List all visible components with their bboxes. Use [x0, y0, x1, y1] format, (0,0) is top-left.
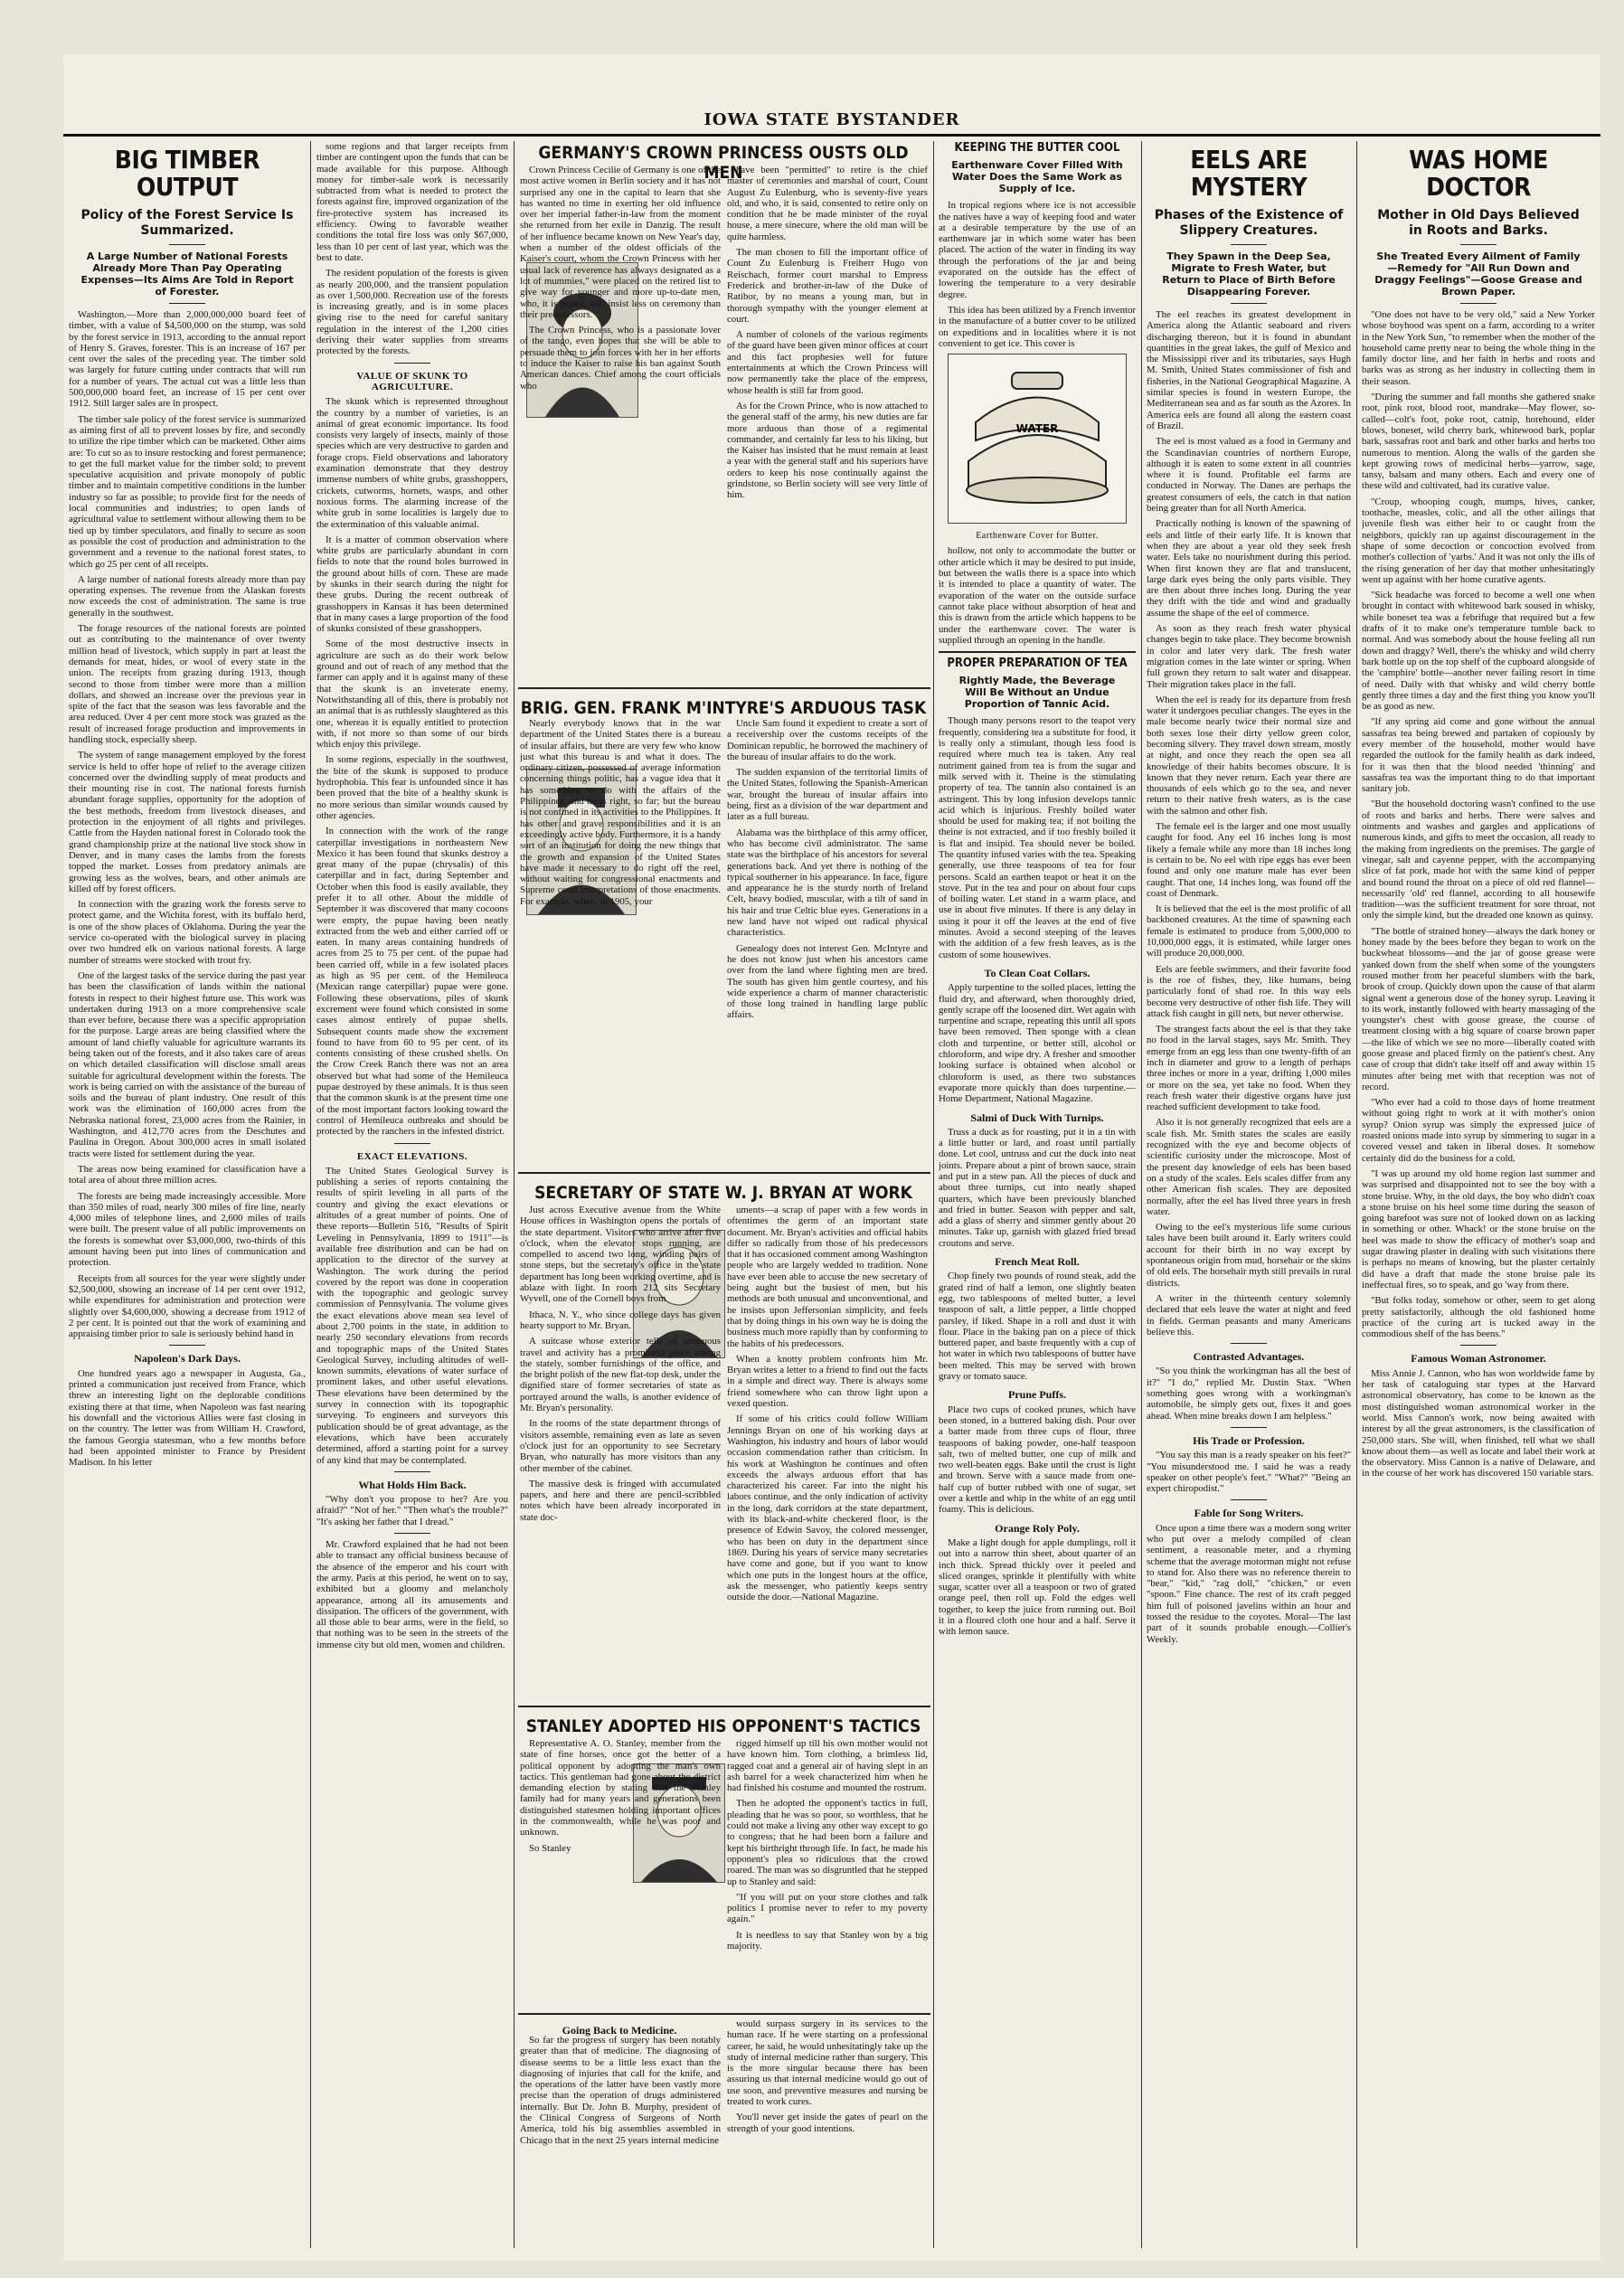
paragraph: The female eel is the larger and one most usually caught for food. Any eel 16 inches long is most likely a female while any more than 18 inches long is certain to be. No eel with ripe eggs has ever been found and only one mature male has ever been caught. That one, 14 inches long, was found off the coast of Denmark. [1147, 821, 1351, 899]
divider [1460, 1345, 1497, 1346]
paragraph: Make a light dough for apple dumplings, roll it out into a narrow thin sheet, about quarter of an inch thick. Spread thickly over it peeled and sliced oranges, sprinkle it plentifully with white sugar, scatter over all a teaspoon or two of grated orange peel, then roll up. Fold the edges well together, to keep the juice from running out. Boil it in a floured cloth one hour and a half. Serve it with lemon sauce. [939, 1536, 1136, 1638]
article-home-doctor [1362, 141, 1595, 2248]
masthead: IOWA STATE BYSTANDER [703, 110, 960, 129]
paragraph: As for the Crown Prince, who is now attached to the general staff of the army, his new duties are far more arduous than those of a regimental commander, and certainly far less to his liking, but the Kaiser has insisted that he must remain at least a year with the general staff and his superiors have orders to keep his nose continually against the grindstone, so Berlin society will see very little of him. [727, 400, 928, 501]
paragraph: Then he adopted the opponent's tactics in full, pleading that he was so poor, so worthless, that he could not make a living any other way except to go to congress; that he had been born a failure and kept his birthright through life. In fact, he made his opponent's plea so ridiculous that the crowd roared. The man was so disgruntled that he stepped up to Stanley and said: [727, 1798, 928, 1887]
paragraph: As soon as they reach fresh water physical changes begin to take place. They become brownish in color and later very dark. The fresh water migration comes in the late winter or spring. When full grown they return to salt water and disappear. Their migration takes place in the fall. [1147, 623, 1351, 690]
paragraph: rigged himself up till his own mother would not have known him. Torn clothing, a brimless lid, ragged coat and a general air of having slept in an ash barrel for a week characterized him when he had finished his costume and mounted the rostrum. [727, 1738, 928, 1794]
fable-heading: Fable for Song Writers. [1194, 1507, 1304, 1520]
paragraph: Apply turpentine to the soiled places, letting the fluid dry, and afterward, when thoroughly dried, gently scrape off the loosened dirt. Wet again with turpentine and scrape, repeating this until all spots have been removed. Then sponge with a clean cloth and turpentine, or better still, alcohol or chloroform, and wipe dry. A fresher and smoother looking surface is obtained when alcohol or chloroform is used, as there two substances evaporate more quickly than does turpentine.—Home Department, National Magazine. [939, 982, 1136, 1105]
paragraph: "One does not have to be very old," said a New Yorker whose boyhood was spent on a farm, according to a writer in the New York Sun, "to remember when the mother of the household came pretty near to being the whole thing in the family doctor line, and her faith in herbs and roots and barks was as strong as her industry in collecting them in their season. [1362, 309, 1595, 387]
paragraph: Truss a duck as for roasting, put it in a tin with a little butter or lard, and roast until partially done. Let cool, untruss and cut the duck into neat joints. Prepare about a pint of brown sauce, strain and put in a stew pan. All the pieces of duck and about three turnips, cut into neatly shaped quarters, which have been previously blanched and fried in butter. Season with pepper and salt, add a glass of sherry and simmer gently about 20 minutes. Take up, garnish with glazed fried bread croutons and serve. [939, 1126, 1136, 1249]
divider [169, 244, 205, 245]
paragraph: "But folks today, somehow or other, seem to get along pretty satisfactorily, although the old fashioned home practice of the curing art is tucked away in the commodious shelf of the has beens." [1362, 1295, 1595, 1340]
paragraph: The skunk which is represented throughout the country by a number of varieties, is an animal of great economic importance. Its food consists very largely of insects, mainly of those species which are very destructive to garden and forage crops. Field observations and laboratory examination demonstrate that they destroy immense numbers of white grubs, grasshoppers, crickets, cutworms, hornets, wasps, and other noxious forms. The alarming increase of the white grub in some localities is largely due to the extermination of this valuable animal. [316, 396, 508, 530]
headline-germany: GERMANY'S CROWN PRINCESS OUSTS OLD MEN [538, 143, 909, 183]
paragraph: The Crown Princess, who is a passionate lover of the tango, even hopes that she will be able to persuade them to join forces with her in her efforts to induce the Kaiser to raise his ban against South American dances. Chief among the court officials who [520, 325, 721, 392]
paragraph: Some of the most destructive insects in agriculture are such as do their work below ground and out of reach of any method that the farmer can apply and it is against many of these that the skunk is an inveterate enemy. Notwithstanding all of this, there is probably not an animal that is as ruthlessly slaughtered as this one, whereas it is equally entitled to protection with, if not more so than some of our birds which enjoy this privilege. [316, 638, 508, 751]
paragraph: The areas now being examined for classification have a total area of about three million acres. [69, 1163, 306, 1186]
paragraph: Chop finely two pounds of round steak, add the grated rind of half a lemon, one slightly beaten egg, two tablespoons of melted butter, a level teaspoon of salt, a little pepper, a little chopped parsley, if liked. Shape in a roll and dust it with flour. Place in the baking pan on a piece of thick buttered paper, and baste frequently with a cup of hot water in which two tablespoons of butter have been melted. This may be served with brown gravy or tomato sauce. [939, 1271, 1136, 1383]
paragraph: Mr. Crawford explained that he had not been able to transact any official business because of the absence of the emperor and his court with the army. Paris at this period, he went on to say, exhibited but a gloomy and melancholy appearance, among all its amusements and dissipation. The officers of the government, with all those able to bear arms, were in the field, so that nothing was to be seen in the streets of the immense city but old men, women and children. [316, 1539, 508, 1650]
paragraph: The man chosen to fill the important office of Count Zu Eulenburg is Freiherr Hugo von Reischach, former court marshal to Empress Frederick and brother-in-law of the Duke of Ratibor, by no means a young man, but in thorough sympathy with the younger element at court. [727, 247, 928, 325]
paragraph: The strangest facts about the eel is that they take no food in the larval stages, says Mr. Smith. They emerge from an egg less than one twenty-fifth of an inch in diameter and grow to a length of perhaps three inches or more in a year, drifting 1,000 miles or more on the sea, yet take no food. When they reach fresh water their digestive organs have just reached sufficient development to take food. [1147, 1024, 1351, 1113]
cover-word: WATER [1015, 422, 1059, 436]
section-rule [518, 1706, 930, 1707]
article-butter-tea [939, 141, 1136, 2248]
divider [169, 1345, 205, 1346]
paragraph: A suitcase whose exterior tells of strenuous travel and activity has a prominent place among the stately, somber furnishings of the office, and the bright polish of the new flat-top desk, under the dignified stare of former secretaries of state as portrayed around the walls, is another evidence of Mr. Bryan's personality. [520, 1336, 721, 1414]
paragraph: "Sick headache was forced to become a well one when brought in contact with whitewood bark soused in whisky, while boneset tea was a febrifuge that required but a few drafts of it to make one's temperature tumble back to normal. And was somebody about the house feeling all run down and draggy? Well, there's the whisky and wild cherry bark bottle up on the top shelf of the cupboard alongside of the 'camphire' bottle—another never failing resort in time of need. Daily with that whisky and wild cherry bottle gently three times a day and the first thing you know you'll be as good as new. [1362, 590, 1595, 713]
paragraph: A writer in the thirteenth century solemnly declared that eels leave the water at night and feed in fields. German peasants and many Americans believe this. [1147, 1292, 1351, 1337]
paragraph: It is a matter of common observation where white grubs are particularly abundant in corn fields to note that the round holes burrowed in the ground about hills of corn. These are made by skunks in their search during the night for these grubs. During the recent outbreak of grasshoppers in Kansas it has been determined that in many cases a large proportion of the food of skunks consisted of these grasshoppers. [316, 534, 508, 635]
germany-right [727, 165, 928, 689]
paragraph: It is believed that the eel is the most prolific of all backboned creatures. At the time of spawning each female is estimated to produce from 5,000,000 to 10,000,000 eggs, it is estimated, while larger ones will produce 20,000,000. [1147, 903, 1351, 959]
salmi-heading: Salmi of Duck With Turnips. [970, 1111, 1104, 1124]
paragraph: Representative A. O. Stanley, member from the state of fine horses, once got the better of a political opponent by adopting the man's own tactics. This gentleman had gone about the district demanding election by stating that the Stanley family had for many years and generations been distinguished statesmen holding important offices in the commonwealth, while he was poor and unknown. [520, 1738, 721, 1838]
subdeck-timber: A Large Number of National Forests Already More Than Pay Operating Expenses—Its Aims Are Told in Report of Forester. [80, 250, 294, 298]
medicine-right [727, 2018, 928, 2248]
contrast-heading: Contrasted Advantages. [1193, 1350, 1305, 1364]
paragraph: So Stanley [529, 1842, 571, 1854]
paragraph: When a knotty problem confronts him Mr. Bryan writes a letter to a friend to find out the facts in a simple and direct way. There is always some friend somewhere who can throw light upon a vexed question. [727, 1353, 928, 1410]
skunk-heading: VALUE OF SKUNK TO AGRICULTURE. [356, 370, 468, 392]
subdeck-eels: They Spawn in the Deep Sea, Migrate to Fresh Water, but Return to Place of Birth Before Disappearing Forever. [1162, 250, 1336, 298]
paragraph: The forage resources of the national forests are pointed out as contributing to the maintenance of over twenty million head of livestock, which supply in part at least the demands for meat, hides, or wool of every state in the union. The receipts from grazing during 1913, though second to those from timber were more than a million dollars, and showed an increase over the previous year in spite of the fact that the season was less favorable and the area reduced. Over 4 per cent more stock was grazed as the result of increased forage production and improvements in handling stock, especially sheep. [69, 623, 306, 745]
paragraph: Once upon a time there was a modern song writer who put over a melody compiled of clean sentiment, a reasonable meter, and a rhyming scheme that the average motorman might not refuse to stand for. Also there was no reference therein to "bear," "kid," "rag doll," "chicken," or even "spoon." Fine chance. The rest of its craft pegged him full of poisoned javelins within an hour and tossed the residue to the coyotes. Moral—The last part of it sounds probable enough.—Collier's Weekly. [1147, 1522, 1351, 1645]
paragraph: Nearly everybody knows that in the war department of the United States there is a bureau of insular affairs, but there are very few who know just what this bureau is and what it does. The ordinary citizen, possessed of average information concerning things politic, has a vague idea that it has something to do with the affairs of the Philippines, and he is right, so far; but the bureau is not confined in its activities to the Philippines. It has other and grave responsibilities and it is an exceedingly active body. Furthermore, it is a handy sort of an institution for doing the new things that the growth and expansion of the United States have made it necessary to do right off the reel, without waiting for congressional enactments and Supreme court interpretations of those enactments. For example, when, in 1905, your [520, 718, 721, 907]
article-timber [69, 141, 306, 2248]
roll-heading: French Meat Roll. [995, 1255, 1080, 1269]
paragraph: "So you think the workingman has all the best of it?" "I do," replied Mr. Dustin Stax. "When something goes wrong with a workingman's automobile, he simply gets out, fixes it and goes ahead. When mine breaks down I am helpless." [1147, 1366, 1351, 1422]
headline-butter: KEEPING THE BUTTER COOL [954, 141, 1120, 155]
headline-doctor: WAS HOME DOCTOR [1409, 145, 1548, 202]
divider [394, 363, 430, 364]
elevations-heading: EXACT ELEVATIONS. [356, 1150, 468, 1162]
headline-tea: PROPER PREPARATION OF TEA [947, 657, 1128, 671]
divider [1460, 303, 1497, 304]
paragraph: One hundred years ago a newspaper in Augusta, Ga., printed a communication just received from France, which threw an interesting light on the deplorable conditions existing there at that time, when Napoleon was fast nearing his downfall and the victorious Allies were fast closing in on the country. The letter was from William H. Crawford, the famous Georgia statesman, who a few months before had been appointed minister to France by President Madison. In his letter [69, 1367, 306, 1469]
divider [394, 1143, 430, 1144]
paragraph: When the eel is ready for its departure from fresh water it undergoes peculiar changes. The eyes in the male become nearly twice their normal size and both sexes lose their dirty yellow green color, becoming silvery. They travel down stream, mostly at night, and once they reach the open sea all knowledge of their habits becomes obscure. It is known that they never return. Each year there are thousands of eels which go to the sea, and never return to their native fresh waters, as is the case with the salmon and other fish. [1147, 694, 1351, 817]
paragraph: In connection with the work of the range caterpillar investigations in northeastern New Mexico it has been found that skunks destroy a great many of the pupae (chrysalis) of this caterpillar and in fact, during September and October when this food is easily available, they prefer it to all other. About the middle of September it was discovered that many cocoons were empty, the pupae having been neatly extracted from the web and either carried off or eaten. In many areas containing hundreds of acres from 25 to 75 per cent. of the pupae had been carried off, while in a few isolated places as high as 95 per cent. of the Hemileuca (Mexican range caterpillar) pupae were gone. Following these observations, piles of skunk excrement were found which consisted in some cases almost entirely of pupae shells. Subsequent counts made show the excrement found to have from 60 to 95 per cent. of its contents consisting of these crushed shells. On the Crow Creek Ranch there was not an area observed but what had some of the Hemileuca pupae destroyed by these animals. It is thus seen that the common skunk is at the present time one of the most important factors looking toward the control of Hemileuca outbreaks and should be protected by the ranchers in the infested district. [316, 826, 508, 1138]
butter-cover-illustration [948, 354, 1127, 524]
paragraph: "During the summer and fall months she gathered snake root, pink root, blood root, mandrake—May flower, so-called—colt's foot, poke root, catnip, horehound, elder blows, boneset, wild cherry bark, whitewood bark, poplar bark, sassafras root and bark and other barks and herbs too numerous to mention. Along the walls of the garden she kept growing rows of medicinal herbs—yarrow, sage, tansy, balsam and many others. Each and every one of these wild and cultivated, had its curative value. [1362, 392, 1595, 492]
column-rule [1356, 141, 1357, 2248]
headline-mcintyre: BRIG. GEN. FRANK M'INTYRE'S ARDUOUS TASK [520, 698, 927, 718]
divider [394, 1471, 430, 1472]
paragraph: Ithaca, N. Y., who since college days has given hearty support to Mr. Bryan. [520, 1309, 721, 1331]
deck-butter: Earthenware Cover Filled With Water Does the Same Work as Supply of Ice. [951, 159, 1123, 195]
paragraph: Also it is not generally recognized that eels are a scale fish. Mr. Smith states the scales are easily recognized with the eye and become objects of scientific curiosity under the microscope. Most of the present day knowledge of eels has been based on a study of the scales. Eels scales differ from any other American fish scales. They are deposited normally, after the eel has lived three years in fresh water. [1147, 1117, 1351, 1217]
paragraph: The United States Geological Survey is publishing a series of reports containing the results of spirit leveling in all parts of the country and giving the exact elevations or altitudes of a great number of points. One of these reports—Bulletin 516, "Results of Spirit Leveling in Pennsylvania, 1899 to 1911"—is available free distribution and can be had on application to the director of the survey at Washington. The work during the period covered by the report was done in cooperation with the topographic and geologic survey commission of Pennsylvania. The volume gives the exact elevations above mean sea level of about 2,700 points in the state, in addition to nearly 250 secondary elevations from records and topographic maps of the United States Geological Survey, including altitudes of well-known summits, elevations of water surface of prominent lakes, and other useful elevations. These elevations have been determined by the survey in connection with its topographic surveying. To engineers and surveyors this publication should be of great advantage, as the elevations, which have been accurately determined, afford a starting point for a survey of any kind that may be contemplated. [316, 1165, 508, 1466]
column-rule [514, 141, 515, 2248]
paragraph: Owing to the eel's mysterious life some curious tales have been built around it. Early writers could account for their birth in no way except by spontaneous origin from mud, horsehair or the skins of old eels. The horsehair myth still prevails in rural districts. [1147, 1222, 1351, 1289]
paragraph: "If any spring aid come and gone without the annual sassafras tea being brewed and partaken of copiously by every member of the household, mother would have regarded the outlook for the family health as dark indeed, for it was then that the blood needed 'thinning' and sassafras tea was the important thing to do that important sanitary job. [1362, 716, 1595, 795]
divider [1231, 1427, 1267, 1428]
paragraph: "Who ever had a cold to those days of home treatment without going right to work at it with mother's onion syrup? Onion syrup was simply the expressed juice of roasted onions made into syrup by simmering to sugar in a covered vessel and taken in liberal doses. It somehow certainly did do the business for a cold. [1362, 1097, 1595, 1164]
paragraph: If some of his critics could follow William Jennings Bryan on one of his working days at Washington, his industry and hours of labor would occasion commendation rather than criticism. In his work at Washington he continues and often exceeds the always arduous effort that has characterized his career. Far into the night his labors continue, and the only indication of activity in the long, dark corridors at the state department, with its black-and-white checkered floor, is the presence of Edwin Savoy, the colored messenger, who has been on duty in the department since 1869. During his years of service many secretaries have come and gone, but if you want to know which one puts in the longest hours at the office, ask the messenger, who patiently keeps sentry outside the door.—National Magazine. [727, 1413, 928, 1603]
paragraph: Washington.—More than 2,000,000,000 board feet of timber, with a value of $4,500,000 on the stump, was sold by the forest service in 1913, according to the annual report of Henry S. Graves, forester. This is an increase of 167 per cent over the sales of the preceding year. The timber sold was largely for future cutting under contracts that will run for a number of years. The actual cut was a little less than 500,000,000 board feet, an increase of 15 per cent over 1912. Still larger sales are in prospect. [69, 309, 306, 410]
paragraph: "But the household doctoring wasn't confined to the use of roots and barks and herbs. There were salves and ointments and washes and gargles and applications of numerous kinds, and gifts to meet the occasion, all ready to the making from ingredients on the premises. The gargle of vinegar, salt and cayenne pepper, with the accompanying slice of fat pork, made hot with the same kind of pepper and bound round the throat on a piece of old red flannel—necessarily 'old' red flannel, according to all housewife tradition—was the sufficient treatment for sore throat, not only the simple kind, but the dreaded one known as quinsy. [1362, 799, 1595, 922]
section-rule [518, 1172, 930, 1174]
paragraph: Uncle Sam found it expedient to create a sort of a receivership over the customs receipts of the Dominican republic, he borrowed the machinery of the bureau of insular affairs to do the work. [727, 718, 928, 762]
butter-cover-icon [949, 354, 1126, 523]
trade-heading: His Trade or Profession. [1193, 1433, 1305, 1447]
article-col2 [316, 141, 508, 2248]
paragraph: The forests are being made increasingly accessible. More than 350 miles of road, nearly 300 miles of fire line, nearly 4,000 miles of telephone lines, and 2,600 miles of trails were built. The present value of all public improvements on the forests is somewhat over $3,000,000, two-thirds of this amount having been put into lines of communication and protection. [69, 1190, 306, 1269]
paragraph: In connection with the grazing work the forests serve to protect game, and the Wichita forest, with its buffalo herd, is one of the show places of Oklahoma. During the year the service co-operated with the biological survey in placing over two hundred elk on various national forests. A large number of streams were stocked with trout fry. [69, 899, 306, 966]
paragraph: A large number of national forests already more than pay operating expenses. The revenue from the Alaskan forests now exceeds the cost of administration. The same is true generally in the southwest. [69, 573, 306, 619]
deck-timber: Policy of the Forest Service Is Summarized. [80, 208, 294, 238]
paragraph: Crown Princess Cecilie of Germany is one of the most active women in Berlin society and it has not surprised any one in the capital to learn that she has wanted no time in exerting her old influence over her imperial father-in-law from the moment she returned from her exile in Danzig. The result of her influence became known on New Year's day, when a number of the oldest officials of the Kaiser's court, whom the Crown Princess with her usual lack of reverence has always designated as a lot of mummies," were placed on the retired list to give way for younger and more up-to-date men, who, it is hoped, will insist less on ceremony than their predecessors. [520, 165, 721, 320]
holds-heading: What Holds Him Back. [358, 1478, 467, 1491]
deck-eels: Phases of the Existence of Slippery Creatures. [1154, 208, 1344, 238]
newspaper-page [63, 54, 1600, 2261]
mcintyre-right [727, 718, 928, 1170]
paragraph: Though many persons resort to the teapot very frequently, considering tea a substitute for food, it is really only a stimulant, though less food is required where much tea is taken. Any real nutriment gained from tea is from the sugar and milk served with it. Theine is the stimulating property of tea. The tannin also contained is an astringent. This by long infusion develops tannic acid which is injurious. Freshly boiled water should be used for making tea; if not boiling the theine is not extracted, and if too freshly boiled it is flat and insipid. Tea should never be boiled. The quantity infused varies with the tea. Speaking generally, use three teaspoons of tea for four persons. Scald an earthen teapot or heat it on the stove. Put in the tea and pour on about four cups of boiling water. Let stand in a warm place, and use in about five minutes. If there is any delay in using it pour it off the leaves at the end of five minutes. Avoid a second steeping of the leaves with the addition of a few fresh leaves, as is the custom of some housewives. [939, 715, 1136, 960]
germany-left [520, 165, 721, 689]
paragraph: Alabama was the birthplace of this army officer, who has become civil administrator. The same state was the birthplace of his ancestors for several generations back. And yet there is nothing of the typical southerner in his appearance. In face, figure and appearance he is the sturdy north of Ireland Celt, heavy bodied, muscular, with a tilt of sand in his hair and true Celtic blue eyes. Generations in a new land have not wiped out radical physical characteristics. [727, 827, 928, 939]
bryan-right [727, 1205, 928, 1702]
deck-tea: Rightly Made, the Beverage Will Be Without an Undue Proportion of Tannic Acid. [958, 675, 1116, 711]
paragraph: "I was up around my old home region last summer and was surprised and disappointed not to see the boy with a stone bruise. Why, in the old days, the boy who didn't coax a stone bruise on his heel some time during the season of going barefoot was sure not of looked down on as lacking in something or other. Whack! or the stone bruise on the heel was made to show the efficacy of mother's soap and sugar drawing plaster in dealing with such visitations there is perhaps no means of knowing, but the plaster certainly did have a draft that made the stone bruise pale its ineffectual fires, so to speak, and go 'way from there. [1362, 1167, 1595, 1290]
section-rule [939, 651, 1136, 653]
subdeck-doctor: She Treated Every Ailment of Family —Remedy for "All Run Down and Draggy Feelings"—Goose Grease and Brown Paper. [1374, 250, 1582, 298]
napoleon-heading: Napoleon's Dark Days. [134, 1352, 241, 1366]
paragraph: "If you will put on your store clothes and talk politics I promise never to refer to my poverty again." [727, 1891, 928, 1925]
astronomer-heading: Famous Woman Astronomer. [1411, 1352, 1546, 1366]
paragraph: The timber sale policy of the forest service is summarized as aiming first of all to prevent losses by fire, and secondly to utilize the ripe timber which can be marketed. Other aims are: To cut so as to insure restocking and forest permanence; to get the full market value for the timber sold; to prevent speculative acquisition and private monopoly of public timber and to maintain competitive conditions in the lumber industry so far as possible; to provide first for the needs of local communities and industries; to open lands of agricultural value to settlement without allowing them to be tied up by timber speculators, and finally to secure as soon as possible the cost of production and administration to the government and a revenue to the national forest states, to which go 25 per cent of all receipts. [69, 413, 306, 570]
paragraph: In the rooms of the state department throngs of visitors assemble, remaining even as late as seven o'clock just for an opportunity to see Secretary Bryan, who naturally has more visitors than any other member of the cabinet. [520, 1418, 721, 1474]
paragraph: So far the progress of surgery has been notably greater than that of medicine. The diagnosing of disease seems to be a little less exact than the diagnosing of injuries that call for the knife, and the operations of the latter have been vastly more precise than the operation of drugs administered internally. But Dr. John B. Murphy, president of the Clinical Congress of Surgeons of North America, told his big assemblies assembled in Chicago that in the next 25 years internal medicine [520, 2035, 721, 2146]
paragraph: Place two cups of cooked prunes, which have been stoned, in a buttered baking dish. Pour over a batter made from three cups of flour, three teaspoons of baking powder, one-half teaspoon salt, two of melted butter, one cup of milk and two well-beaten eggs. Bake until the crust is light and brown. Serve with a sauce made from one-half cup of butter rubbed with one of sugar, set over a kettle and whip in the white of an egg until foamy. This is delicious. [939, 1404, 1136, 1516]
stanley-left [520, 1738, 721, 2009]
paragraph: Miss Annie J. Cannon, who has won worldwide fame by her task of cataloguing star types at the Harvard astronomical observatory, has come to be known as the most distinguished woman astronomical worker in the world. Miss Cannon's work, now being awaited with interest by all the great astronomers, is the classification of 250,000 stars. She will, when finished, tell what we shall know about them—as well as locate and label their work at the observatory. Miss Cannon is a native of Delaware, and in the course of her work has discovered 150 variable stars. [1362, 1367, 1595, 1479]
paragraph: In some regions, especially in the southwest, the bite of the skunk is supposed to produce hydrophobia. This fear is unfounded since it has been proved that the bite of a healthy skunk is no more serious than similar wounds caused by other agencies. [316, 754, 508, 821]
headline-eels: EELS ARE MYSTERY [1190, 145, 1308, 202]
paragraph: This idea has been utilized by a French inventor in the manufacture of a butter cover to be utilized on expeditions and in localities where it is not convenient to get ice. This cover is [939, 304, 1136, 349]
mcintyre-left [520, 718, 721, 1170]
paragraph: Receipts from all sources for the year were slightly under $2,500,000, showing an increase of 14 per cent over 1912, while expenditures for administration and protection were slightly over $4,600,000, showing a decrease from 1912 of 2 per cent. It is pointed out that the work of examining and appraising timber prior to sale is seriously behind hand in [69, 1272, 306, 1340]
paragraph: "Why don't you propose to her? Are you afraid?" "Not of her." "Then what's the trouble?" "It's asking her father that I dread." [316, 1494, 508, 1527]
paragraph: The eel is most valued as a food in Germany and the Scandinavian countries of northern Europe, although it is eaten to some extent in all countries where it is found. Profitable eel farms are conducted in Norway. The Danes are perhaps the greatest consumers of eels, the catch in that nation being greater than for all North America. [1147, 436, 1351, 515]
poly-heading: Orange Roly Poly. [995, 1521, 1080, 1535]
paragraph: hollow, not only to accommodate the butter or other article which it may be desired to put inside, but between the walls there is a space into which it is intended to place a quantity of water. The evaporation of the water on the outside surface cannot take place without absorption of heat and this is drawn from the article which happens to be under the earthenware cover. The water is supplied through an opening in the handle. [939, 545, 1136, 646]
paragraph: uments—a scrap of paper with a few words in oftentimes the germ of an important state document. Mr. Bryan's activities and official habits differ so radically from those of his predecessors that it has occasioned comment among Washington people who are largely wedded to tradition. None have ever been able to accuse the new secretary of being aught but the busiest of men, but his methods are both unusual and unconventional, and he insists upon Jeffersonian simplicity, and feels that by doing things in his own way he is doing the business much more rapidly than by conforming to the habits of his predecessors. [727, 1205, 928, 1349]
paragraph: You'll never get inside the gates of pearl on the strength of your good intentions. [727, 2112, 928, 2134]
paragraph: Just across Executive avenue from the White House offices in Washington opens the portals of the state department. Visitors who arrive after five o'clock, when the elevator stops running, are compelled to ascend two long, winding pairs of stone steps, but the secretary's office in the state department has long been working overtime, and is ablaze with light. In room 212 sits Secretary Wyvell, one of the Cornell boys from [520, 1205, 721, 1305]
paragraph: The eel reaches its greatest development in America along the Atlantic seaboard and rivers discharging thereon, but it is found in abundant quantities in the great lakes, the gulf of Mexico and the Mississippi river and its tributaries, says Hugh M. Smith, United States commissioner of fish and fisheries, in the National Geographical Magazine. A similar species is found in western Europe, the Mediterranean sea and as far south as the Azores. In America eels are found all along the eastern coast of Brazil. [1147, 309, 1351, 431]
column-rule [933, 141, 934, 2248]
headline-bryan: SECRETARY OF STATE W. J. BRYAN AT WORK [534, 1183, 912, 1203]
stanley-right [727, 1738, 928, 2009]
paragraph: Genealogy does not interest Gen. McIntyre and he does not know just when his ancestors came over from the land where fighting men are bred. The south has given him gentle courtesy, and his wide experience a charm of manner characteristic of those long trained in handling large public affairs. [727, 942, 928, 1021]
paragraph: Eels are feeble swimmers, and their favorite food is the roe of fishes, they, like humans, being particularly fond of shad roe. In this way eels become very destructive of other fish life. They will attack fish caught in gill nets, but never otherwise. [1147, 963, 1351, 1019]
paragraph: The sudden expansion of the territorial limits of the United States, following the Spanish-American war, brought the bureau of insular affairs into being, first as a division of the war department and later as a full bureau. [727, 767, 928, 823]
medicine-left [520, 2035, 721, 2248]
masthead-rule [63, 134, 1600, 137]
paragraph: Practically nothing is known of the spawning of eels and little of their early life. It is known that when they are about a year old they seek fresh water. Eels take no nourishment during this period. When first known they are flat and translucent, large dark eyes being the only parts visible. They are then about three inches long. During the year they drift with the tide and wind and gradually assume the shape of the eel of commerce. [1147, 518, 1351, 619]
medicine-heading: Going Back to Medicine. [562, 2024, 677, 2037]
paragraph: "The bottle of strained honey—always the dark honey or honey made by the bees before they began to work on the buckwheat blossoms—and the jar of goose grease were yanked down from the shelf when some of the youngsters roused mother from her peaceful slumbers with the bark, brook of croup. Quickly down upon the cause of that alarm signal went a generous dose of the honey syrup. Leaving it to its work, instantly followed with hearty massaging of the youngster's chest with goose grease, the course of treatment closing with a big square of coarse brown paper—the like of which we see no more—liberally coated with goose grease and placed firmly on the patient's chest. Any case of croup that didn't take itself off and away within 15 minutes after being met with that reception was not of record. [1362, 925, 1595, 1092]
divider [1231, 1343, 1267, 1344]
butter-caption: Earthenware Cover for Butter. [976, 531, 1099, 542]
divider [1231, 303, 1267, 304]
paragraph: "You say this man is a ready speaker on his feet?" "You misunderstood me. I said he was a ready speaker on other people's feet." "What?" "Being an expert chiropodist." [1147, 1450, 1351, 1495]
divider [169, 303, 205, 304]
divider [1231, 1499, 1267, 1500]
paragraph: have been "permitted" to retire is the chief master of ceremonies and marshal of court, Count August Zu Eulenburg, who is seventy-five years old, and who, it is said, consented to retire only on condition that he be made minister of the royal house, a mere sinecure, where the old man will be quite harmless. [727, 165, 928, 242]
paragraph: The system of range management employed by the forest service is held to offer hope of relief to the average citizen concerned over the dwindling supply of meat products and their mounting rise in cost. The national forests furnish abundant forage supplies, opportunity for the adoption of the best methods, freedom from livestock diseases, and protection in the enjoyment of all rights and privileges. Cattle from the Hayden national forest in Colorado took the grand championship prize at the national live stock show in Denver, and in many cases the lambs from the forests topped the market. Losses from predatory animals are growing less as the wolves, bears, and other animals are killed off by forest officers. [69, 750, 306, 894]
divider [394, 1533, 430, 1534]
article-eels [1147, 141, 1351, 2248]
section-rule [518, 2013, 930, 2015]
paragraph: One of the largest tasks of the service during the past year has been the classification of lands within the national forests in respect to their highest future use. This work was undertaken during 1913 on a more comprehensive scale than ever before, because there was a specific appropriation for the purpose. Large areas are being classified where the amount of land chiefly valuable for agriculture warrants its being taken out of the forests, and it also takes care of areas on which detailed classification will disclose small areas suitable for agricultural development within the forests. The work is being carried on with the assistance of the bureau of soils and the bureau of plant industry. One result of this work was the elimination of 160,000 acres from the Nebraska national forest, 23,000 acres from the Rainier, in Washington, and 412,770 acres from the Deschutes and Paulina in Oregon. About 300,000 acres in small isolated tracts were listed for settlement during the year. [69, 969, 306, 1159]
paragraph: In tropical regions where ice is not accessible the natives have a way of keeping food and water at a desirable temperature by the use of an earthenware jar in which some water has been placed. The action of the water in finding its way through the perforations of the jar and being evaporated on the outside has the effect of lowering the temperature to a very desirable degree. [939, 200, 1136, 300]
headline-stanley: STANLEY ADOPTED HIS OPPONENT'S TACTICS [525, 1716, 921, 1736]
paragraph: The resident population of the forests is given as nearly 200,000, and the transient population as over 1,500,000. Recreation use of the forests is increasing greatly, and is in some places giving rise to the need for careful sanitary regulation in the interest of the 1,200 cities deriving their water supplies from streams protected by the forests. [316, 268, 508, 357]
collars-heading: To Clean Coat Collars. [984, 966, 1091, 979]
column-rule [310, 141, 311, 2248]
headline-timber: BIG TIMBER OUTPUT [114, 145, 260, 202]
paragraph: some regions and that larger receipts from timber are contingent upon the funds that can be made available for this purpose. Although money for timber-sale work is necessarily subtracted from what is needed to protect the forests against fire, improved organization of the fire-protective system has increased its efficiency. Owing to favorable weather conditions the total fire loss was only $67,000, less than 10 per cent of last year, which was the best to date. [316, 141, 508, 263]
bryan-left [520, 1205, 721, 1702]
paragraph: It is needless to say that Stanley won by a big majority. [727, 1929, 928, 1952]
paragraph: would surpass surgery in its services to the human race. If he were starting on a professional career, he said, he would unhesitatingly take up the study of internal medicine rather than surgery. This is the more singular because there has been assuring us that internal medicine would go out of use soon, and preventive measures and nursing be treated to work cures. [727, 2018, 928, 2108]
puffs-heading: Prune Puffs. [1008, 1388, 1066, 1402]
section-rule [518, 687, 930, 689]
divider [1231, 244, 1267, 245]
divider [1460, 244, 1497, 245]
paragraph: "Croup, whooping cough, mumps, hives, canker, toothache, measles, colic, and all the other ailings that juvenile flesh was either heir to or caught from the neighbors, quickly ran up against discouragement in the shape of some decoction or concoction evolved from mother's collection of 'yarbs.' And it was not only the ills of the rising generation of her day that mother unhesitatingly went up against with her home curative agents. [1362, 496, 1595, 585]
paragraph: The massive desk is fringed with accumulated papers, and here and there are pencil-scribbled notes which have been already incorporated in state doc- [520, 1478, 721, 1523]
deck-doctor: Mother in Old Days Believed in Roots and Barks. [1377, 208, 1580, 238]
column-rule [1141, 141, 1142, 2248]
paragraph: A number of colonels of the various regiments of the guard have been given minor offices at court and this fact prophesies well for future entertainments at which the Crown Princess will now permanently take the place of the empress, whose health is still far from good. [727, 329, 928, 396]
